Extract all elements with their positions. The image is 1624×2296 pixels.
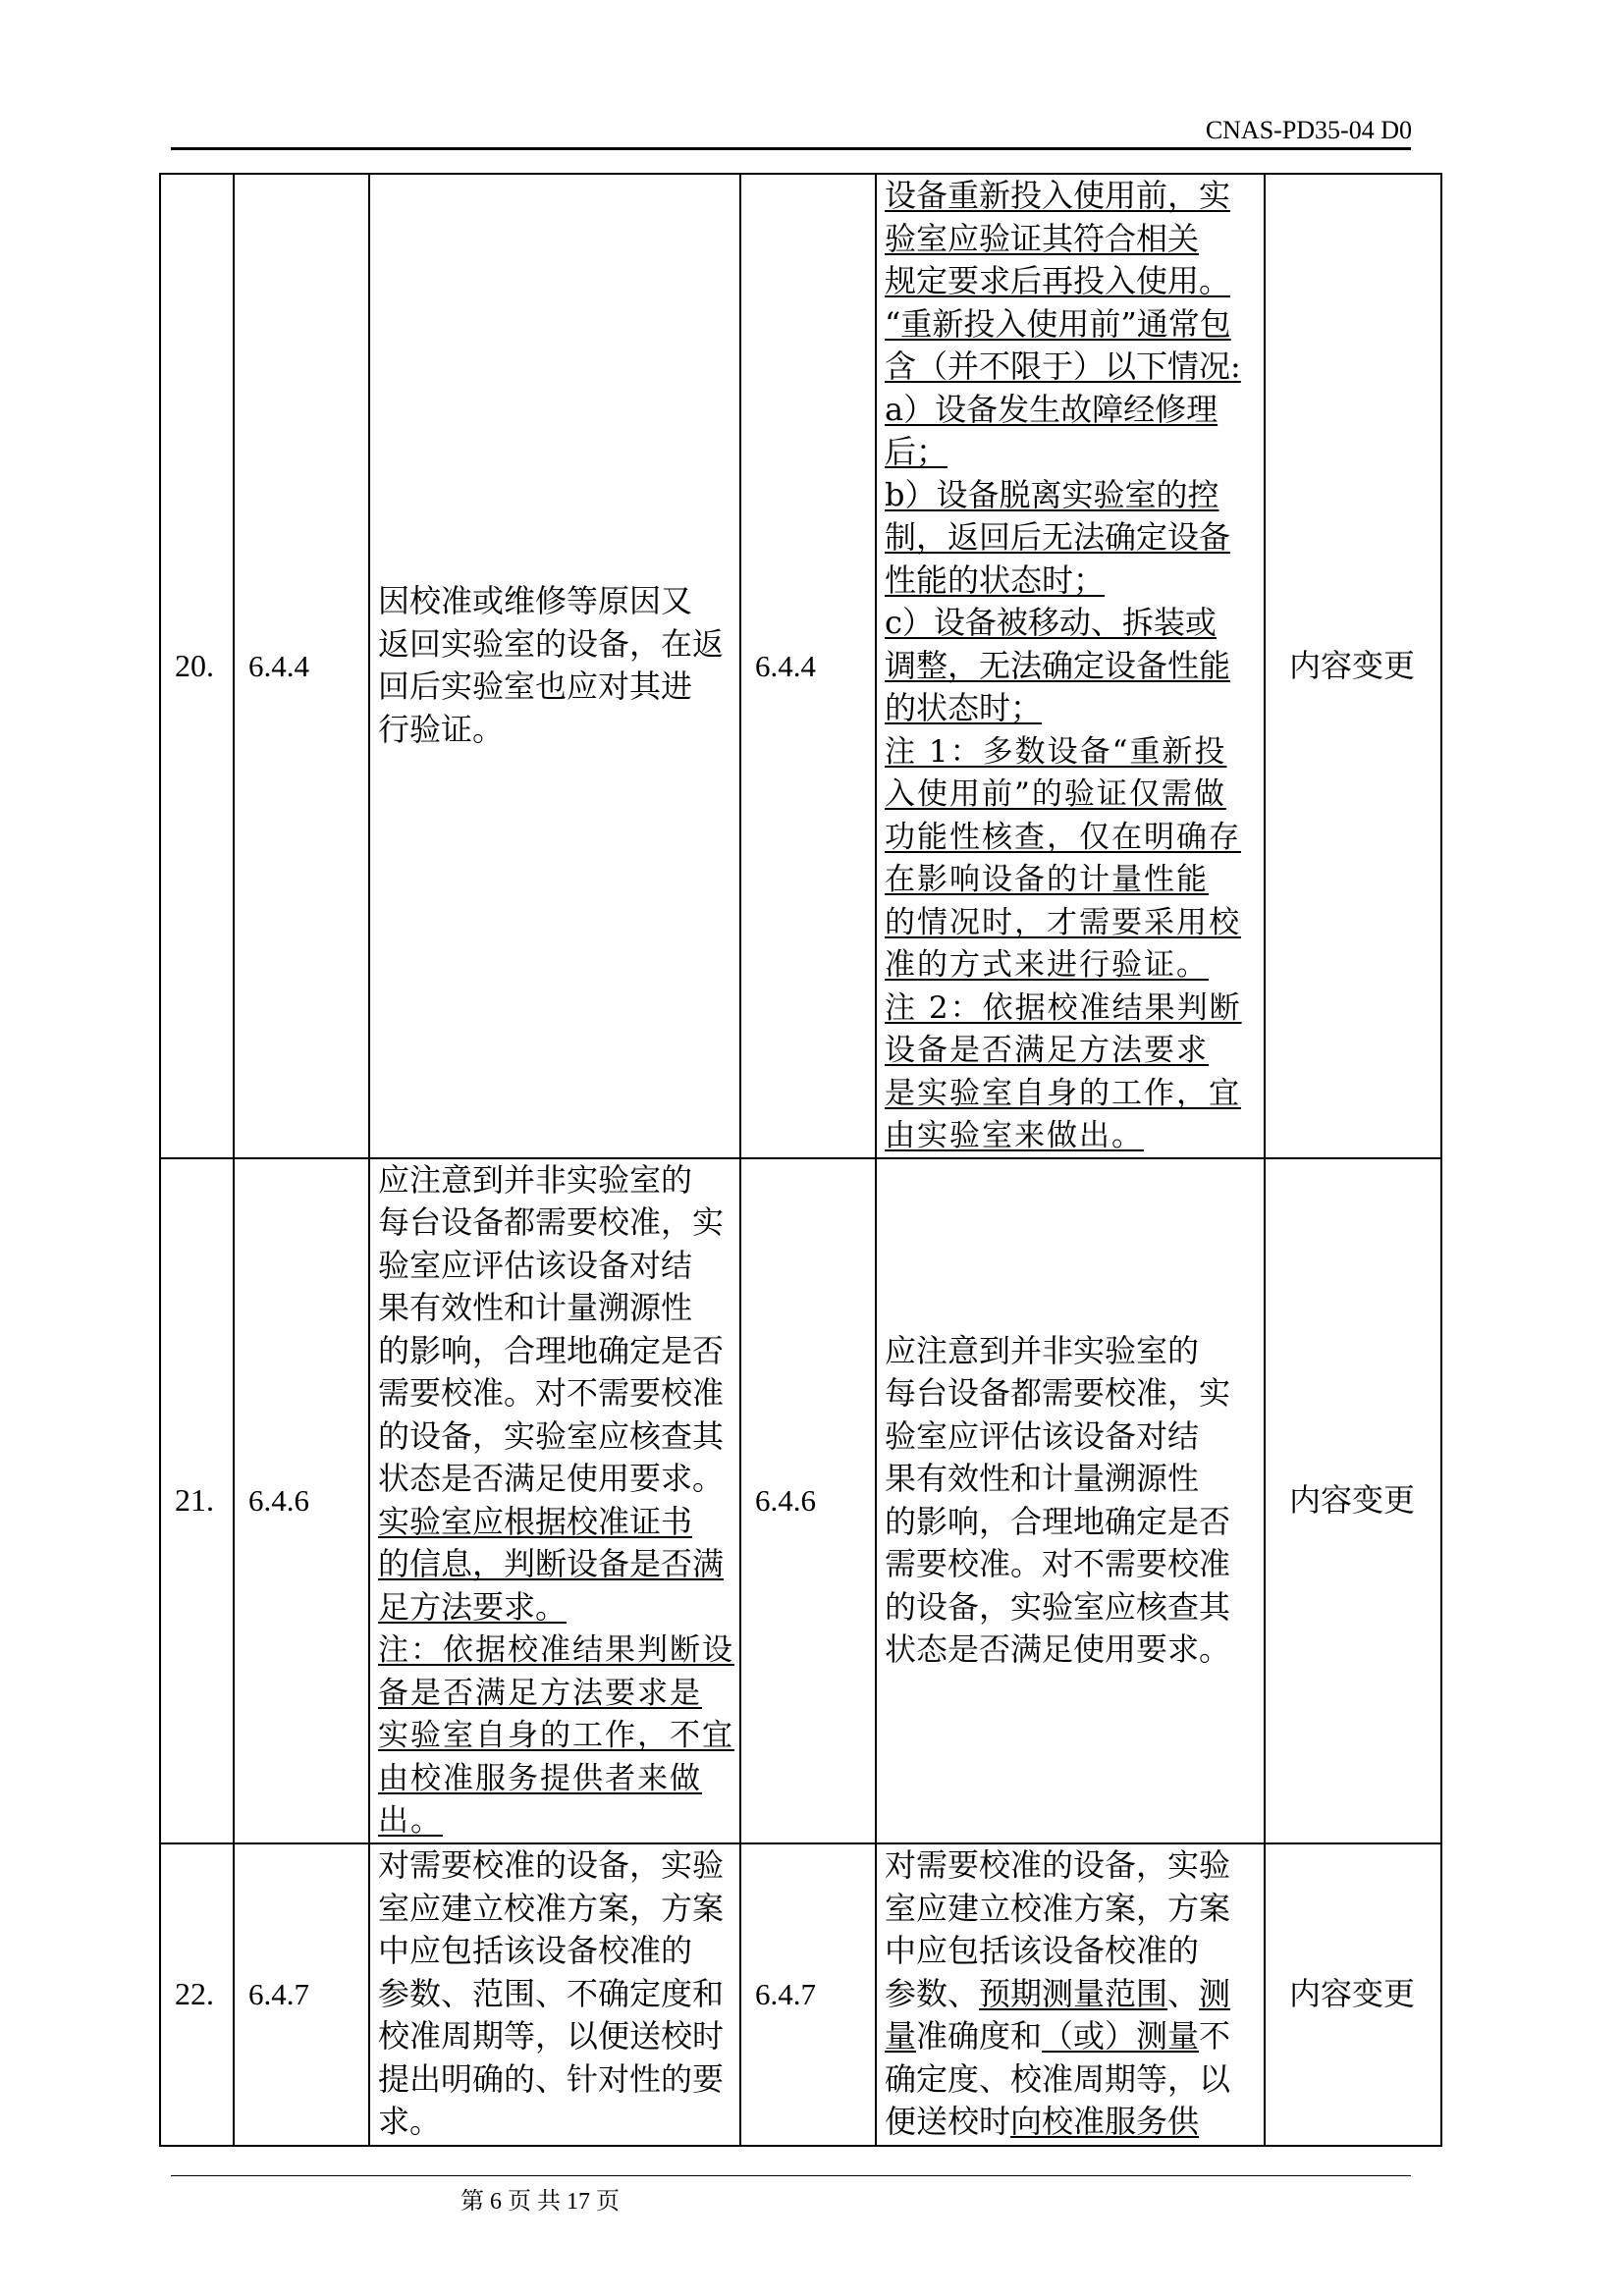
text-line xyxy=(378,666,731,709)
header-rule xyxy=(171,147,1411,150)
old-clause-text xyxy=(369,1843,740,2146)
text-segment: 每台设备都需要校准，实 xyxy=(378,1203,725,1241)
text-line xyxy=(378,1287,731,1330)
text-line xyxy=(378,1714,734,1757)
revised-text: 设备是否满足方法要求 xyxy=(885,1033,1209,1068)
text-line xyxy=(885,1501,1256,1544)
text-line xyxy=(378,709,731,752)
text-line xyxy=(378,1458,731,1501)
revised-text: 准的方式来进行验证。 xyxy=(885,947,1209,983)
text-line xyxy=(885,1543,1256,1586)
text-segment: 的影响，合理地确定是否 xyxy=(885,1502,1231,1540)
text-line xyxy=(885,2015,1256,2058)
text-line xyxy=(885,218,1256,261)
text-line xyxy=(885,1458,1256,1501)
text-segment: 便送校时 xyxy=(885,2103,1011,2141)
new-clause-number: 6.4.6 xyxy=(740,1158,876,1843)
text-segment: 验室应评估该设备对结 xyxy=(378,1246,693,1284)
text-segment: 中应包括该设备校准的 xyxy=(885,1932,1200,1970)
text-line xyxy=(885,260,1256,303)
text-segment: 的设备，实验室应核查其 xyxy=(378,1416,725,1455)
text-line xyxy=(378,1543,731,1586)
text-segment: 校准周期等，以便送校时 xyxy=(378,2017,725,2056)
revised-text: b）设备脱离实验室的控 xyxy=(885,475,1219,513)
text-segment: 对需要校准的设备，实验 xyxy=(378,1846,725,1885)
text-segment: 每台设备都需要校准，实 xyxy=(885,1374,1231,1412)
revision-comparison-table xyxy=(159,173,1442,2147)
text-line xyxy=(885,987,1256,1030)
table-row xyxy=(160,1843,1441,2146)
text-segment: 需要校准。对不需要校准 xyxy=(378,1374,725,1412)
revised-text: 的信息，判断设备是否满 xyxy=(378,1545,725,1582)
table-row xyxy=(160,1158,1441,1843)
revised-text: 性能的状态时； xyxy=(885,561,1106,599)
text-line xyxy=(378,1888,731,1931)
revised-text: （或）测量 xyxy=(1042,2017,1200,2056)
new-clause-text xyxy=(876,1843,1265,2146)
revised-text: 的情况时，才需要采用校 xyxy=(885,904,1241,940)
revised-text: 入使用前”的验证仅需做 xyxy=(885,776,1226,812)
text-line xyxy=(885,901,1256,944)
revised-text: a）设备发生故障经修理 xyxy=(885,390,1218,428)
new-clause-number: 6.4.4 xyxy=(740,174,876,1158)
text-line xyxy=(885,1629,1256,1672)
text-line xyxy=(378,1245,731,1288)
new-clause-text xyxy=(876,174,1265,1158)
text-line xyxy=(378,2058,731,2102)
text-segment: 室应建立校准方案，方案 xyxy=(378,1889,725,1927)
text-line xyxy=(885,346,1256,389)
text-line xyxy=(885,1330,1256,1373)
text-segment: 求。 xyxy=(378,2103,442,2141)
text-line xyxy=(378,1672,731,1715)
text-segment: 果有效性和计量溯源性 xyxy=(378,1289,693,1326)
text-line xyxy=(885,943,1256,987)
text-segment: 行验证。 xyxy=(378,710,505,748)
text-segment: 应注意到并非实验室的 xyxy=(378,1160,693,1199)
table-row xyxy=(160,174,1441,1158)
text-line xyxy=(378,1844,731,1888)
text-line xyxy=(885,175,1256,218)
text-segment: 果有效性和计量溯源性 xyxy=(885,1460,1200,1497)
text-line xyxy=(378,580,731,623)
revised-text: 制，返回后无法确定设备 xyxy=(885,518,1231,556)
text-line xyxy=(885,858,1256,901)
text-line xyxy=(378,1201,731,1245)
text-segment: 的设备，实验室应核查其 xyxy=(885,1587,1231,1626)
revised-text: 是实验室自身的工作，宜 xyxy=(885,1075,1241,1111)
old-clause-number: 6.4.7 xyxy=(234,1843,369,2146)
text-line xyxy=(378,1930,731,1973)
text-line xyxy=(885,1372,1256,1415)
text-line xyxy=(885,560,1256,603)
revised-text: 实验室应根据校准证书 xyxy=(378,1502,693,1540)
old-clause-text xyxy=(369,1158,740,1843)
revised-text: 实验室自身的工作，不宜 xyxy=(378,1718,734,1753)
text-segment: 状态是否满足使用要求。 xyxy=(885,1630,1231,1668)
text-segment: 应注意到并非实验室的 xyxy=(885,1331,1200,1369)
row-number: 22. xyxy=(160,1843,234,2146)
revised-text: 规定要求后再投入使用。 xyxy=(885,262,1231,299)
revised-text: 注 1：多数设备“重新投 xyxy=(885,733,1227,770)
page-number: 第 6 页 共 17 页 xyxy=(460,2189,620,2215)
revised-text: 出。 xyxy=(378,1803,443,1839)
text-line xyxy=(378,1330,731,1373)
row-number: 21. xyxy=(160,1158,234,1843)
revised-text: 注 2：依据校准结果判断 xyxy=(885,989,1242,1026)
revised-text: 设备重新投入使用前，实 xyxy=(885,177,1231,214)
text-line xyxy=(885,2058,1256,2102)
text-line xyxy=(378,1159,731,1202)
text-segment: 中应包括该设备校准的 xyxy=(378,1932,693,1970)
text-line xyxy=(885,1029,1256,1072)
text-segment: 室应建立校准方案，方案 xyxy=(885,1889,1231,1927)
text-line xyxy=(885,474,1256,517)
change-type: 内容变更 xyxy=(1265,174,1441,1158)
footer-rule xyxy=(171,2175,1411,2176)
text-line xyxy=(378,623,731,667)
text-line xyxy=(378,1757,731,1800)
text-line xyxy=(885,602,1256,645)
text-line xyxy=(378,1372,731,1415)
new-clause-number: 6.4.7 xyxy=(740,1843,876,2146)
text-line xyxy=(378,1799,731,1842)
text-line xyxy=(378,2015,731,2058)
text-line xyxy=(885,1586,1256,1629)
old-clause-number: 6.4.6 xyxy=(234,1158,369,1843)
revised-text: 足方法要求。 xyxy=(378,1587,568,1626)
change-type: 内容变更 xyxy=(1265,1158,1441,1843)
revised-text: 向校准服务供 xyxy=(1010,2103,1200,2141)
text-line xyxy=(885,431,1256,474)
text-line xyxy=(885,816,1256,859)
text-line xyxy=(885,1415,1256,1459)
text-line xyxy=(885,1973,1256,2016)
revised-text: 由实验室来做出。 xyxy=(885,1118,1144,1153)
text-line xyxy=(885,1930,1256,1973)
text-segment: 准确度和 xyxy=(916,2017,1043,2056)
text-line xyxy=(885,730,1256,774)
text-line xyxy=(885,2101,1256,2144)
text-line xyxy=(885,687,1256,730)
revised-text: 验室应验证其符合相关 xyxy=(885,219,1200,257)
text-line xyxy=(378,1415,731,1459)
text-line xyxy=(885,645,1256,688)
text-segment: 参数、 xyxy=(885,1974,980,2012)
text-line xyxy=(885,1114,1256,1157)
document-code: CNAS-PD35-04 D0 xyxy=(1205,116,1412,144)
old-clause-text xyxy=(369,174,740,1158)
revised-text: 的状态时； xyxy=(885,689,1043,726)
revised-text: 由校准服务提供者来做 xyxy=(378,1760,702,1796)
text-segment: 参数、范围、不确定度和 xyxy=(378,1974,725,2012)
revised-text: 预期测量范围 xyxy=(979,1974,1168,2012)
text-line xyxy=(378,1501,731,1544)
text-segment: 、 xyxy=(1167,1974,1200,2012)
row-number: 20. xyxy=(160,174,234,1158)
text-segment: 确定度、校准周期等，以 xyxy=(885,2059,1231,2098)
text-segment: 返回实验室的设备，在返 xyxy=(378,624,725,663)
revised-text: 量 xyxy=(885,2017,917,2056)
text-segment: 的影响，合理地确定是否 xyxy=(378,1331,725,1369)
text-segment: 验室应评估该设备对结 xyxy=(885,1416,1200,1455)
text-segment: 状态是否满足使用要求。 xyxy=(378,1460,725,1497)
text-line xyxy=(885,1072,1256,1115)
text-line xyxy=(885,516,1256,560)
revised-text: 在影响设备的计量性能 xyxy=(885,862,1209,897)
text-segment: 提出明确的、针对性的要 xyxy=(378,2059,725,2098)
text-line xyxy=(885,303,1256,347)
text-line xyxy=(378,1629,734,1672)
revised-text: 功能性核查，仅在明确存 xyxy=(885,819,1241,855)
revised-text: 注：依据校准结果判断设 xyxy=(378,1632,734,1668)
text-line xyxy=(885,1888,1256,1931)
revised-text: 备是否满足方法要求是 xyxy=(378,1675,702,1711)
text-line xyxy=(885,389,1256,432)
text-segment: 对需要校准的设备，实验 xyxy=(885,1846,1231,1885)
revised-text: 调整，无法确定设备性能 xyxy=(885,646,1231,684)
revised-text: 后； xyxy=(885,433,948,470)
text-segment: 不 xyxy=(1199,2017,1231,2056)
revised-text: “重新投入使用前”通常包 xyxy=(885,304,1231,343)
text-segment: 需要校准。对不需要校准 xyxy=(885,1545,1231,1582)
text-line xyxy=(885,1844,1256,1888)
old-clause-number: 6.4.4 xyxy=(234,174,369,1158)
text-line xyxy=(885,773,1256,816)
text-line xyxy=(378,2101,731,2144)
revised-text: c）设备被移动、拆装或 xyxy=(885,604,1217,641)
text-segment: 回后实验室也应对其进 xyxy=(378,667,693,706)
revised-text: 含（并不限于）以下情况: xyxy=(885,347,1241,385)
new-clause-text xyxy=(876,1158,1265,1843)
text-line xyxy=(378,1973,731,2016)
text-segment: 因校准或维修等原因又 xyxy=(378,582,693,620)
revised-text: 测 xyxy=(1199,1974,1231,2012)
text-line xyxy=(378,1586,731,1629)
change-type: 内容变更 xyxy=(1265,1843,1441,2146)
